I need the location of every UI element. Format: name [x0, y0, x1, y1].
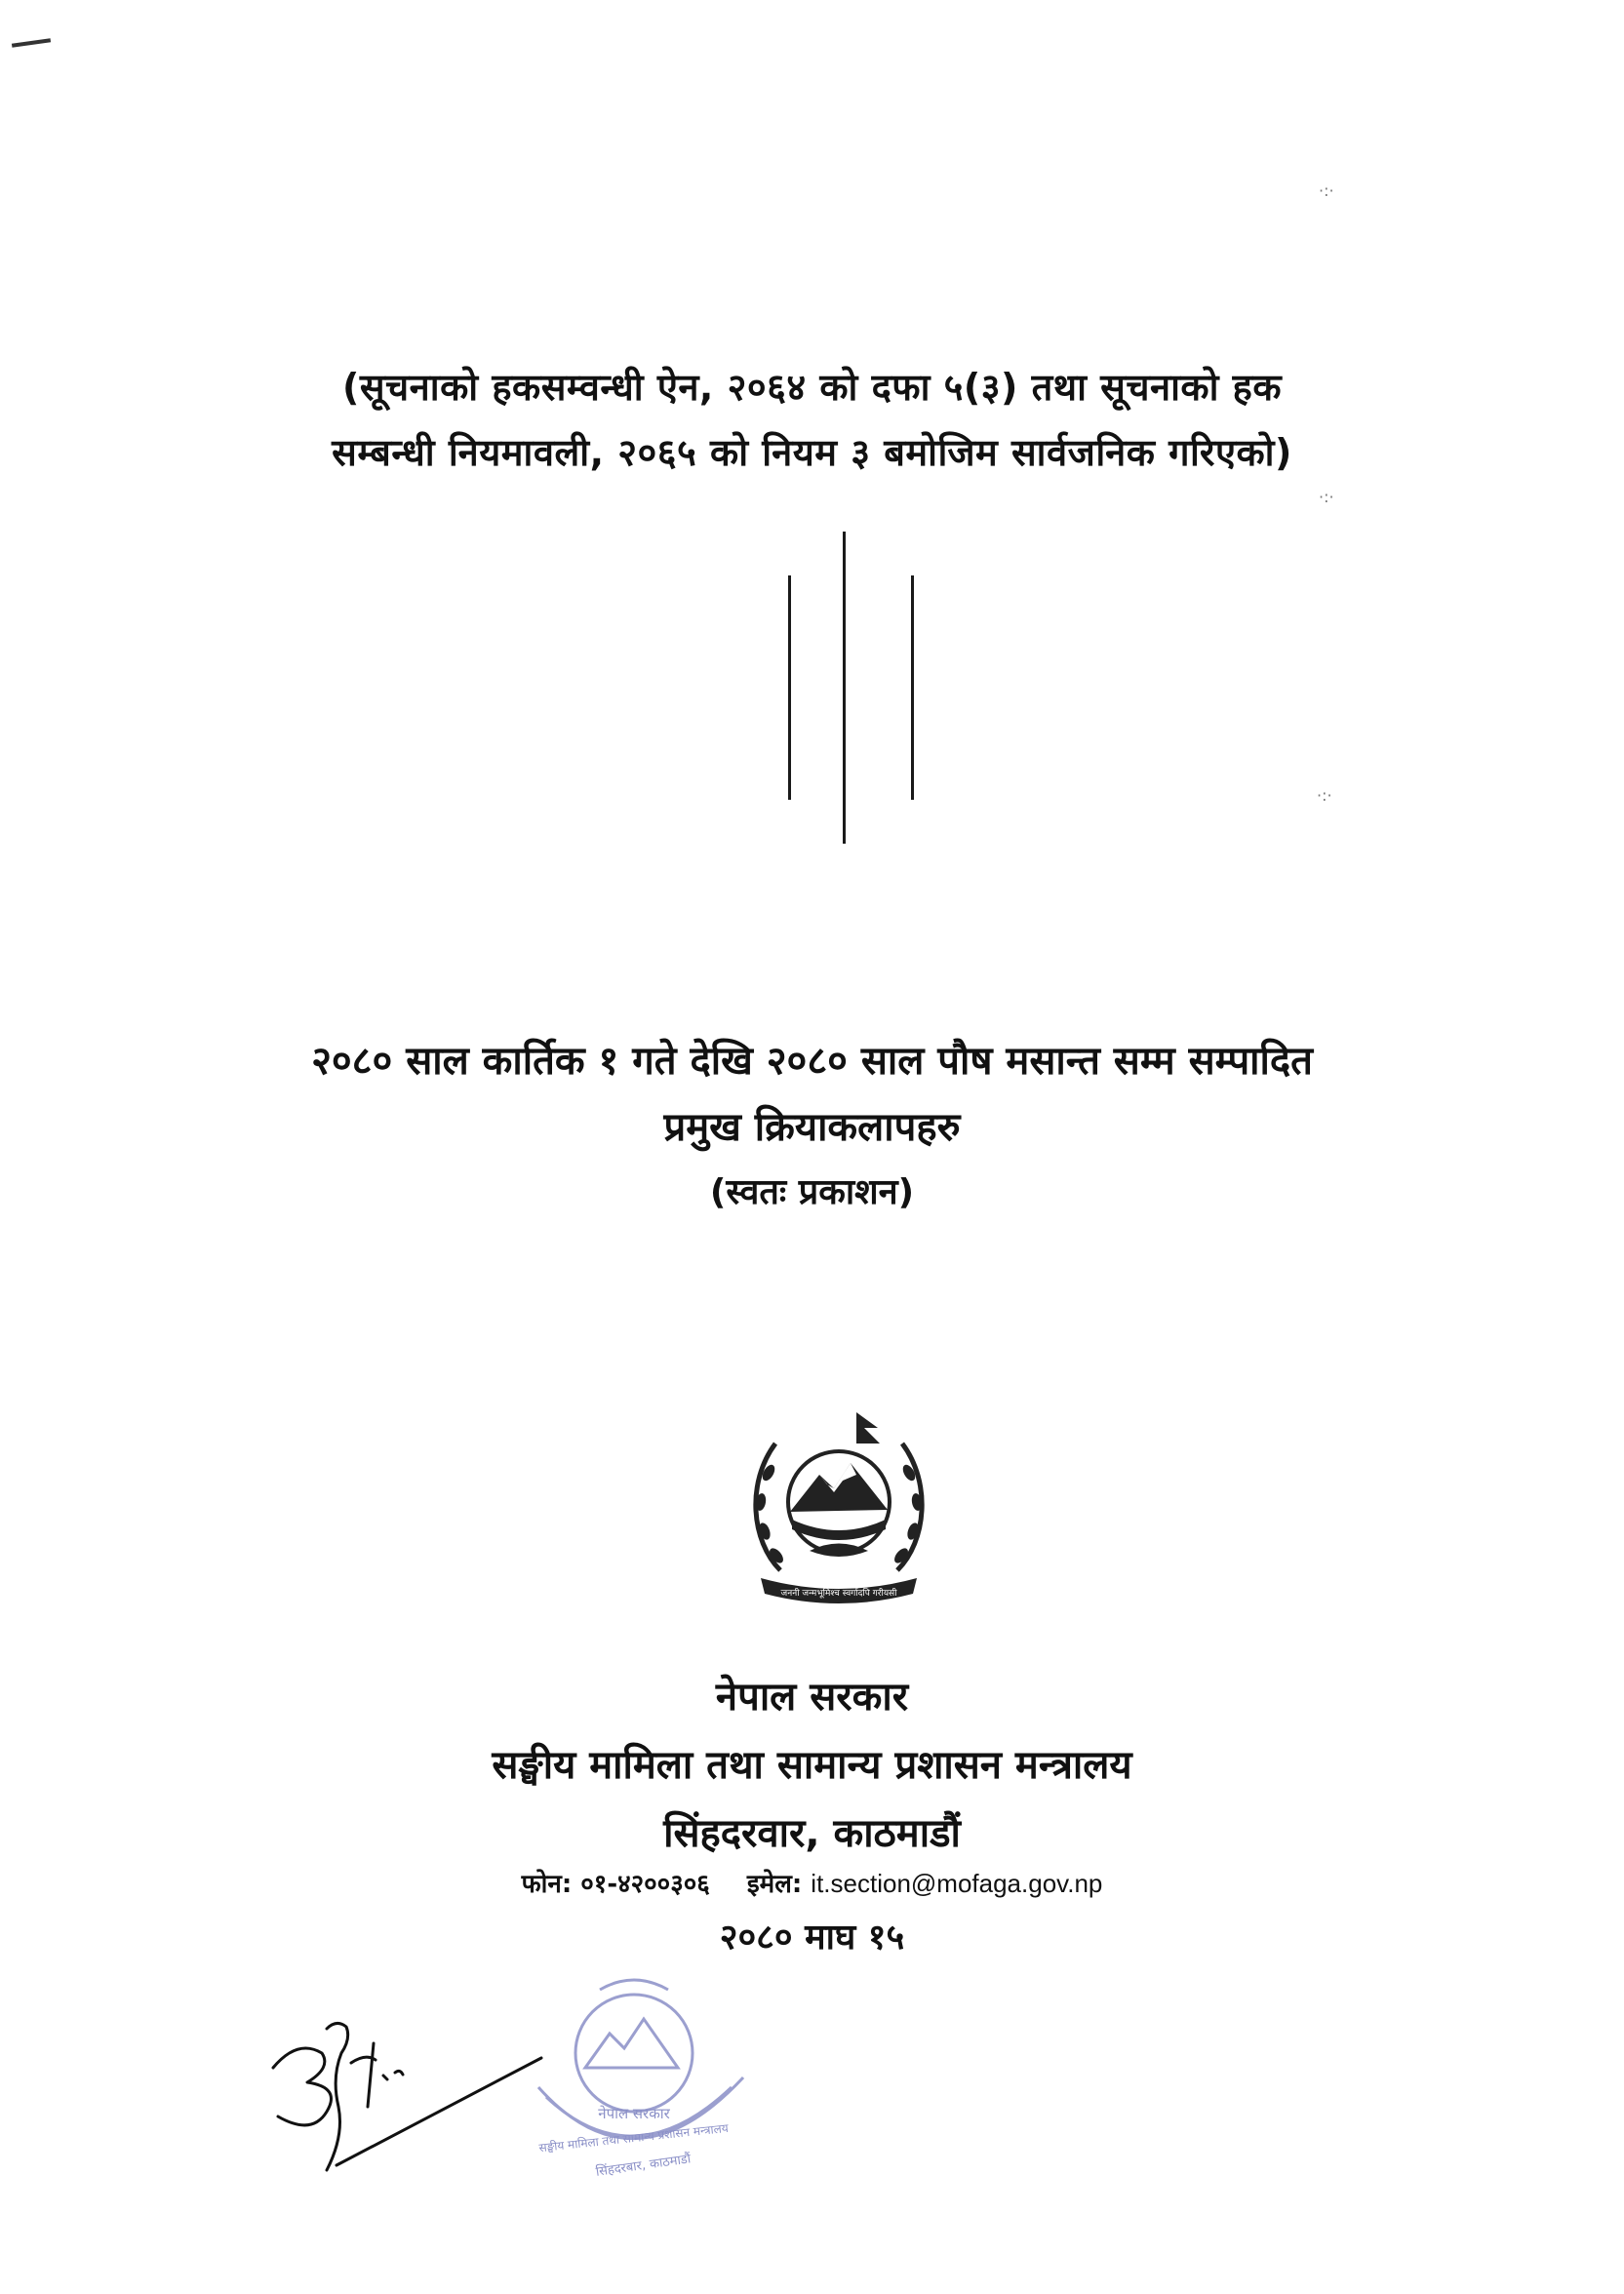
- email-address: it.section@mofaga.gov.np: [811, 1869, 1103, 1898]
- scan-speck: ·:·: [1319, 488, 1334, 506]
- stamp-bottom-text: सिंहदरबार, काठमाडौं: [594, 2152, 693, 2180]
- separator-bar: [788, 575, 791, 800]
- report-title-line-1: २०८० साल कार्तिक १ गते देखि २०८० साल पौष मसान्त सम्म सम्पादित: [311, 1039, 1313, 1084]
- email-label: इमेल:: [746, 1870, 803, 1899]
- notice-line-2: सम्बन्धी नियमावली, २०६५ को नियम ३ बमोजिम सार्वजनिक गरिएको): [332, 431, 1292, 474]
- government-name: नेपाल सरकार: [715, 1675, 909, 1720]
- separator-bar: [911, 575, 914, 800]
- scan-speck: ·:·: [1317, 786, 1332, 805]
- contact-line: [0, 1865, 1624, 1900]
- signature-icon: [258, 1999, 571, 2195]
- stamp-ring-text: सङ्घीय मामिला तथा सामान्य प्रशासन मन्त्रालय: [537, 2120, 730, 2156]
- report-title-line-3: (स्वतः प्रकाशन): [709, 1172, 915, 1212]
- stamp-top-text: नेपाल सरकार: [598, 2105, 670, 2122]
- nepal-emblem-icon: [741, 1404, 936, 1609]
- nepal-emblem: [741, 1404, 936, 1609]
- publication-date: २०८० माघ १५: [719, 1918, 905, 1958]
- emblem-motto: जननी जन्मभूमिश्च स्वर्गादपि गरीयसी: [780, 1589, 897, 1599]
- office-location: सिंहदरवार, काठमाडौं: [663, 1811, 961, 1856]
- separator-bar: [843, 532, 846, 844]
- notice-line-1: (सूचनाको हकसम्वन्धी ऐन, २०६४ को दफा ५(३) तथा सूचनाको हक: [341, 366, 1283, 409]
- phone-number: ०१-४२००३०६: [580, 1870, 710, 1899]
- report-title-line-2: प्रमुख क्रियाकलापहरु: [663, 1105, 961, 1150]
- phone-label: फोन:: [521, 1870, 573, 1899]
- ministry-name: सङ्घीय मामिला तथा सामान्य प्रशासन मन्त्रालय: [492, 1743, 1132, 1788]
- scan-speck: ·:·: [1319, 181, 1334, 200]
- scan-mark: [12, 38, 51, 48]
- signature: [258, 1999, 571, 2195]
